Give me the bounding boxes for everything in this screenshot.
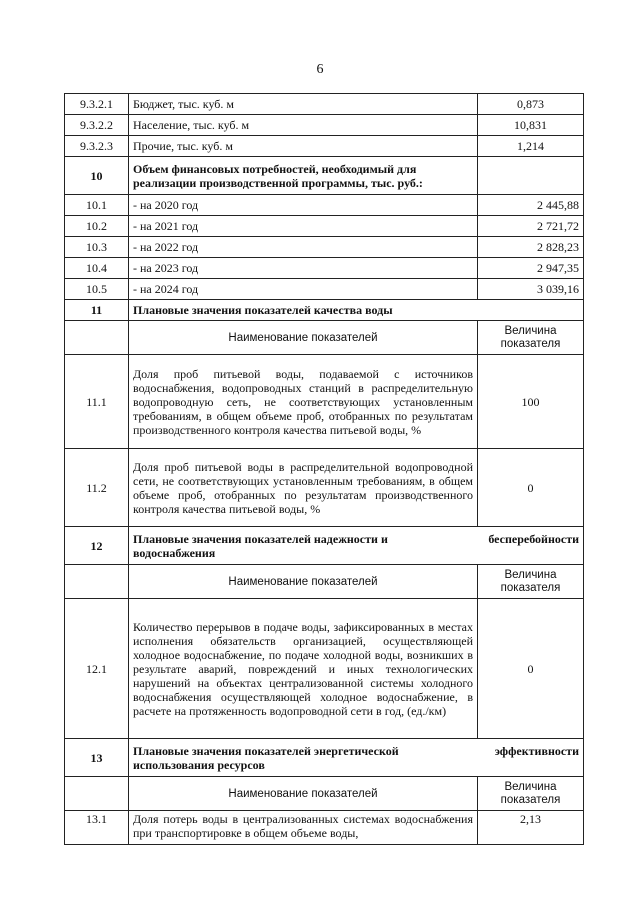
row-text: Доля проб питьевой воды, подаваемой с источников водоснабжения, водопроводных станций в распределительную водопроводную сеть, не соответствующих установленным требованиям, в общем объеме проб, отобранных по результатам производственного контроля качества питьевой воды, % — [129, 355, 478, 449]
row-name: - на 2024 год — [129, 279, 478, 300]
table-row — [65, 599, 584, 739]
section-title-right: бесперебойности — [488, 531, 579, 546]
empty-cell — [65, 777, 129, 811]
section-title — [129, 739, 584, 777]
section-title: Объем финансовых потребностей, необходимый для реализации производственной программы, тыс. руб.: — [129, 157, 478, 195]
row-value: 0,873 — [478, 94, 584, 115]
table-row — [65, 94, 584, 115]
column-header-name: Наименование показателей — [129, 565, 478, 599]
row-number: 10.4 — [65, 258, 129, 279]
section-number: 10 — [65, 157, 129, 195]
column-header-value: Величина показателя — [478, 565, 584, 599]
empty-cell — [478, 157, 584, 195]
table-row — [65, 258, 584, 279]
section-header-row — [65, 527, 584, 565]
column-header-row — [65, 321, 584, 355]
row-number: 10.1 — [65, 195, 129, 216]
table-row — [65, 216, 584, 237]
column-header-row — [65, 565, 584, 599]
section-title — [129, 527, 584, 565]
section-title-right: эффективности — [494, 743, 579, 758]
page-number: 6 — [316, 62, 324, 77]
table-row — [65, 115, 584, 136]
section-title: Плановые значения показателей качества воды — [129, 300, 584, 321]
table-row — [65, 279, 584, 300]
table-row — [65, 811, 584, 845]
row-number: 9.3.2.1 — [65, 94, 129, 115]
row-number: 10.5 — [65, 279, 129, 300]
row-name: - на 2023 год — [129, 258, 478, 279]
row-number: 9.3.2.3 — [65, 136, 129, 157]
row-number: 9.3.2.2 — [65, 115, 129, 136]
section-header-row — [65, 157, 584, 195]
row-value: 2 721,72 — [478, 216, 584, 237]
column-header-row — [65, 777, 584, 811]
row-value: 1,214 — [478, 136, 584, 157]
indicators-table — [64, 93, 584, 845]
table-row — [65, 237, 584, 258]
row-name: - на 2020 год — [129, 195, 478, 216]
row-text: Доля потерь воды в централизованных системах водоснабжения при транспортировке в общем объеме воды, — [129, 811, 478, 845]
section-header-row — [65, 300, 584, 321]
row-number: 10.2 — [65, 216, 129, 237]
section-number: 12 — [65, 527, 129, 565]
section-header-row — [65, 739, 584, 777]
section-number: 11 — [65, 300, 129, 321]
row-value: 10,831 — [478, 115, 584, 136]
row-text: Доля проб питьевой воды в распределительной водопроводной сети, не соответствующих установленным требованиям, в общем объеме проб, отобранных по результатам производственного контроля качества питьевой воды, % — [129, 449, 478, 527]
empty-cell — [65, 321, 129, 355]
section-title-line2: водоснабжения — [133, 545, 216, 560]
section-title-line2: использования ресурсов — [133, 757, 265, 772]
row-name: Прочие, тыс. куб. м — [129, 136, 478, 157]
row-value: 3 039,16 — [478, 279, 584, 300]
column-header-value: Величина показателя — [478, 321, 584, 355]
row-value: 100 — [478, 355, 584, 449]
row-value: 2 445,88 — [478, 195, 584, 216]
row-number: 12.1 — [65, 599, 129, 739]
section-title-left: Плановые значения показателей надежности и — [133, 531, 388, 546]
row-name: Население, тыс. куб. м — [129, 115, 478, 136]
row-number: 13.1 — [65, 811, 129, 845]
row-value: 0 — [478, 449, 584, 527]
row-text: Количество перерывов в подаче воды, зафиксированных в местах исполнения обязательств организацией, осуществляющей холодное водоснабжение, по подаче холодной воды, возникших в результате аварий, повреждений и иных технологических нарушений на объектах централизованной системы холодного водоснабжения осуществляющей холодное водоснабжение, в расчете на протяженность водопроводной сети в год, (ед./км) — [129, 599, 478, 739]
row-value: 2 828,23 — [478, 237, 584, 258]
table-row — [65, 449, 584, 527]
table-row — [65, 355, 584, 449]
section-number: 13 — [65, 739, 129, 777]
empty-cell — [65, 565, 129, 599]
table-row — [65, 195, 584, 216]
row-value: 0 — [478, 599, 584, 739]
row-value: 2,13 — [478, 811, 584, 845]
row-name: - на 2021 год — [129, 216, 478, 237]
row-value: 2 947,35 — [478, 258, 584, 279]
row-number: 11.1 — [65, 355, 129, 449]
row-name: Бюджет, тыс. куб. м — [129, 94, 478, 115]
row-name: - на 2022 год — [129, 237, 478, 258]
column-header-name: Наименование показателей — [129, 321, 478, 355]
row-number: 11.2 — [65, 449, 129, 527]
section-title-left: Плановые значения показателей энергетической — [133, 743, 399, 758]
column-header-value: Величина показателя — [478, 777, 584, 811]
column-header-name: Наименование показателей — [129, 777, 478, 811]
row-number: 10.3 — [65, 237, 129, 258]
table-row — [65, 136, 584, 157]
